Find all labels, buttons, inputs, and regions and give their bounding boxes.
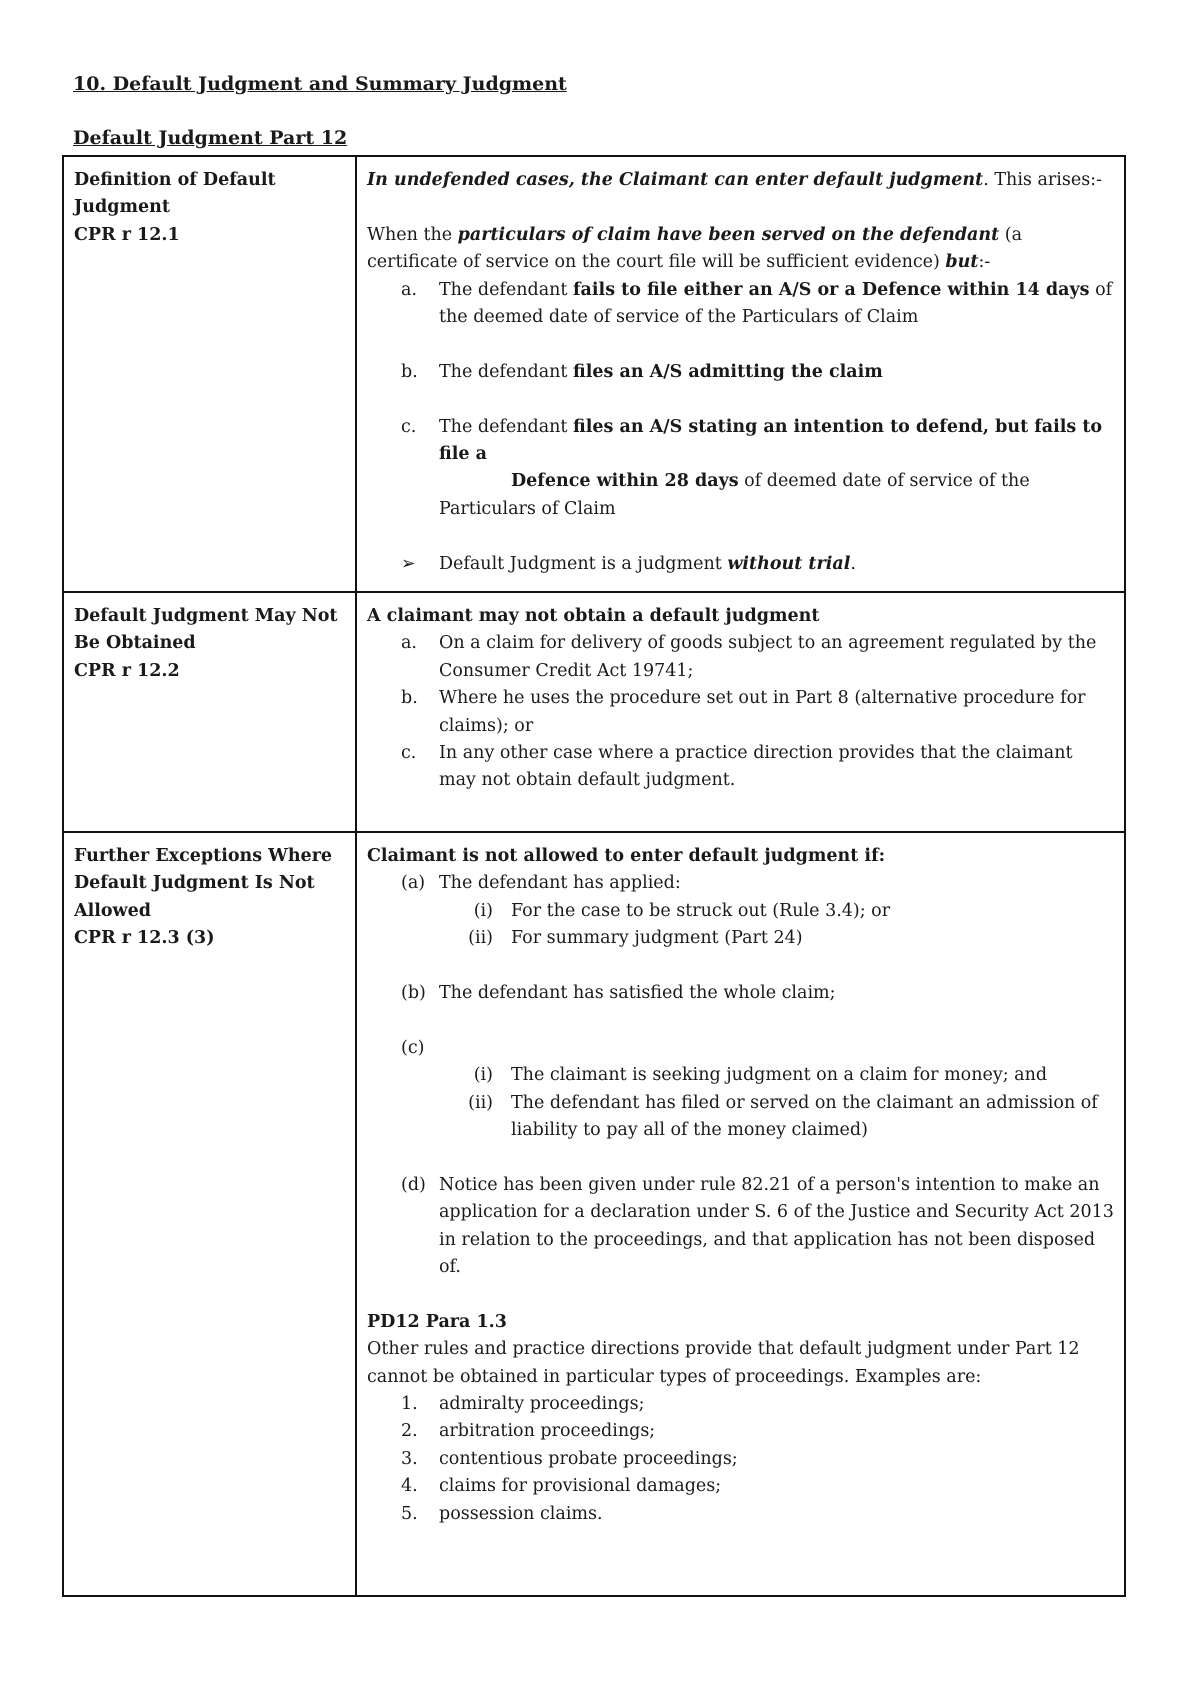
exception-list: [367, 1172, 1114, 1282]
row-heading: A claimant may not obtain a default judgment: [367, 606, 820, 626]
row-label-cell: [63, 156, 356, 592]
list-item: (a) The defendant has applied:: [401, 873, 681, 894]
intro-paragraph: In undefended cases, the Claimant can enter default judgment. This arises:-: [367, 170, 1102, 190]
rule-reference: CPR r 12.1: [74, 224, 180, 245]
row-content-cell: [356, 592, 1125, 832]
exception-list: [367, 870, 1114, 897]
list-item: (c): [401, 1037, 425, 1058]
list-item: a. On a claim for delivery of goods subject to an agreement regulated by the Consumer Credit Act 19741;: [401, 633, 1097, 681]
arrow-icon: ➢: [401, 553, 416, 574]
rule-reference: CPR r 12.3 (3): [74, 928, 215, 949]
exception-list: [367, 980, 1114, 1007]
list-item: b. The defendant files an A/S admitting the claim: [401, 361, 883, 382]
exception-list: [367, 630, 1114, 794]
note-item: ➢ Default Judgment is a judgment without trial.: [367, 551, 1114, 578]
list-item: 4. claims for provisional damages;: [401, 1476, 722, 1497]
list-item: c. In any other case where a practice direction provides that the claimant may not obtain default judgment.: [401, 743, 1073, 791]
row-content-cell: [356, 156, 1125, 592]
pd-list: [367, 1391, 1114, 1528]
row-label: Definition of Default Judgment: [74, 170, 276, 218]
page-title: 10. Default Judgment and Summary Judgment: [73, 73, 567, 95]
row-content-cell: [356, 832, 1125, 1596]
condition-list: [367, 277, 1114, 524]
table-row-not-obtained: [63, 592, 1125, 832]
row-heading: Claimant is not allowed to enter default judgment if:: [367, 846, 886, 866]
list-item: b. Where he uses the procedure set out in Part 8 (alternative procedure for claims); or: [401, 688, 1086, 736]
when-paragraph: When the particulars of claim have been served on the defendant (a certificate of service on the court file will be sufficient evidence) but:-: [367, 224, 1023, 273]
pd-paragraph: Other rules and practice directions provide that default judgment under Part 12 cannot be obtained in particular types of proceedings. Examples are:: [367, 1339, 1080, 1387]
exception-list: [367, 1035, 1114, 1062]
pd-heading: PD12 Para 1.3: [367, 1311, 507, 1332]
sub-list: [367, 1062, 1114, 1144]
row-label: Default Judgment May Not Be Obtained: [74, 606, 338, 654]
list-item: 5. possession claims.: [401, 1503, 603, 1524]
sub-list-item: (ii) For summary judgment (Part 24): [468, 928, 803, 949]
table-row-definition: [63, 156, 1125, 592]
list-item: a. The defendant fails to file either an A/S or a Defence within 14 days of the deemed date of service of the Particulars of Claim: [401, 279, 1113, 328]
list-item: (d) Notice has been given under rule 82.21 of a person's intention to make an application for a declaration under S. 6 of the Justice and Security Act 2013 in relation to the proceedings, and that application has not been disposed of.: [401, 1174, 1114, 1278]
sub-list: [367, 898, 1114, 953]
section-heading: Default Judgment Part 12: [73, 127, 348, 149]
sub-list-item: (i) For the case to be struck out (Rule 3.4); or: [473, 900, 891, 921]
sub-list-item: (ii) The defendant has filed or served on the claimant an admission of liability to pay all of the money claimed): [468, 1092, 1098, 1141]
row-label-cell: [63, 832, 356, 1596]
row-label: Further Exceptions Where Default Judgment Is Not Allowed: [74, 846, 333, 921]
row-label-cell: [63, 592, 356, 832]
rule-reference: CPR r 12.2: [74, 660, 180, 681]
list-item: (b) The defendant has satisfied the whole claim;: [401, 983, 836, 1004]
sub-list-item: (i) The claimant is seeking judgment on a claim for money; and: [473, 1065, 1048, 1086]
list-item: c. The defendant files an A/S stating an intention to defend, but fails to file a Defence within 28 days of deemed date of service of the Particulars of Claim: [401, 416, 1103, 519]
content-table: [62, 155, 1126, 1597]
table-row-further-exceptions: [63, 832, 1125, 1596]
list-item: 2. arbitration proceedings;: [401, 1421, 656, 1442]
list-item: 1. admiralty proceedings;: [401, 1394, 645, 1415]
list-item: 3. contentious probate proceedings;: [401, 1448, 738, 1469]
